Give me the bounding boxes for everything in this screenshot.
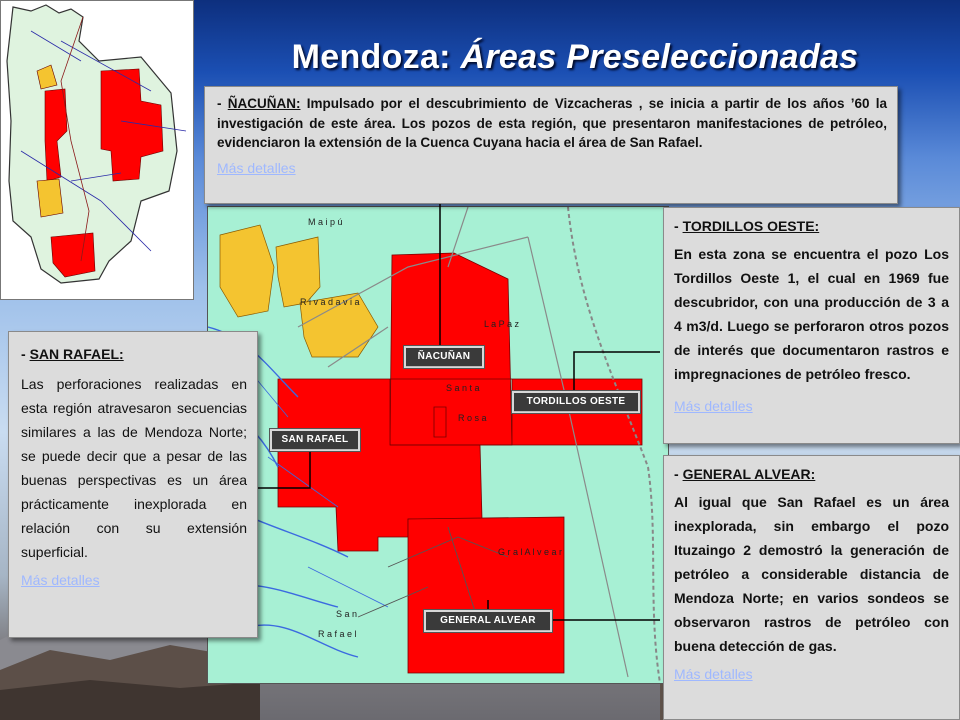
sanrafael-heading: SAN RAFAEL: [29,346,124,362]
tag-tordillos-label: TORDILLOS OESTE [514,393,638,412]
sanrafael-text: Las perforaciones realizadas en esta región atravesaron secuencias similares a las de Mendoza Norte; se puede decir que a pesar de las buenas perspectivas es un área prácticamente inexplorada en relación con su extensión superficial. [21,376,247,560]
sanrafael-info-box [8,331,258,638]
alvear-info-box [663,455,960,720]
map-label-rafael: R a f a e l [318,629,357,639]
nacunan-dash: - [217,96,228,111]
sanrafael-more-link[interactable]: Más detalles [21,572,100,588]
tordillos-heading: TORDILLOS OESTE: [682,218,820,234]
tordillos-text: En esta zona se encuentra el pozo Los Tordillos Oeste 1, el cual en 1969 fue descubridor, con una producción de 3 a 4 m3/d. Luego se perforaron otros pozos de interés que documentaron rastros e impregnaciones de petróleo fresco. [674,246,949,382]
tag-nacunan-label: ÑACUÑAN [406,348,482,367]
tag-sanrafael-label: SAN RAFAEL [272,431,358,450]
map-label-san: S a n [336,609,358,619]
nacunan-heading: ÑACUÑAN: [227,96,301,111]
alvear-heading: GENERAL ALVEAR: [682,466,816,482]
map-label-rivadavia: R i v a d a v i a [300,297,360,307]
map-label-rosa: R o s a [458,413,487,423]
map-label-gral-alvear: G r a l A l v e a r [498,547,563,557]
nacunan-info-box [204,86,898,204]
map-label-maipu: M a i p ú [308,217,343,227]
tag-alvear-button[interactable] [424,610,552,632]
alvear-more-link[interactable]: Más detalles [674,666,753,682]
tag-alvear-label: GENERAL ALVEAR [426,612,550,631]
tag-sanrafael-button[interactable] [270,429,360,451]
map-label-la-paz: L a P a z [484,319,520,329]
page-title: Mendoza: Áreas Preseleccionadas [291,38,859,76]
tordillos-info-box [663,207,960,444]
map-label-santa: S a n t a [446,383,480,393]
tordillos-dash: - [674,218,683,234]
nacunan-text: Impulsado por el descubrimiento de Vizcacheras , se inicia a partir de los años ’60 la investigación de este área. Los pozos de esta región, que presentaron manifestaciones de petróleo, evidenciaron la extensión de la Cuenca Cuyana hacia el área de San Rafael. [217,96,887,150]
alvear-dash: - [674,466,683,482]
tordillos-more-link[interactable]: Más detalles [674,398,753,414]
province-minimap [0,0,194,300]
tag-nacunan-button[interactable] [404,346,484,368]
sanrafael-dash: - [21,346,30,362]
tag-tordillos-button[interactable] [512,391,640,413]
alvear-text: Al igual que San Rafael es un área inexplorada, sin embargo el pozo Ituzaingo 2 demostró la generación de petróleo a considerable distancia de Mendoza Norte; en varios sondeos se observaron rastros de petróleo con buena detección de gas. [674,494,949,654]
nacunan-more-link[interactable]: Más detalles [217,159,296,176]
